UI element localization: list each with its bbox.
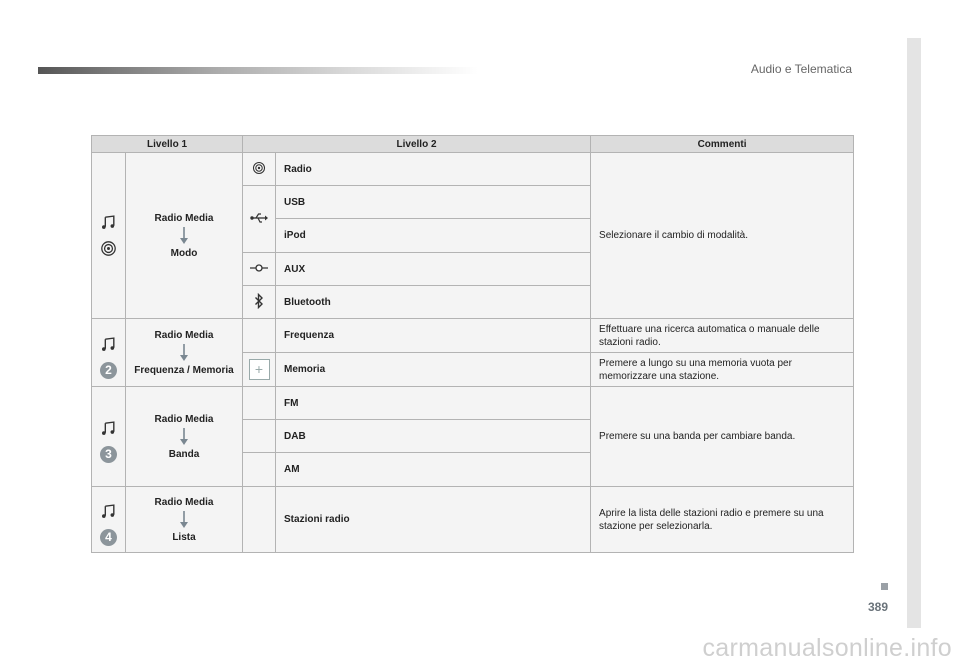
level2-label: USB bbox=[276, 186, 591, 219]
level2-label: Bluetooth bbox=[276, 286, 591, 319]
level1-cell bbox=[126, 319, 243, 387]
level2-label: iPod bbox=[276, 219, 591, 253]
page-marker bbox=[881, 583, 888, 590]
menu-table bbox=[91, 135, 854, 553]
level2-icon-cell bbox=[243, 286, 276, 319]
table-row bbox=[92, 387, 854, 420]
level2-icon-cell bbox=[243, 186, 276, 253]
level2-icon-cell bbox=[243, 353, 276, 387]
watermark: carmanualsonline.info bbox=[702, 634, 952, 662]
page-number: 389 bbox=[867, 600, 888, 614]
comment-cell: Aprire la lista delle stazioni radio e premere su una stazione per selezionarla. bbox=[591, 487, 854, 553]
column-header: Commenti bbox=[591, 136, 854, 153]
level2-label: DAB bbox=[276, 420, 591, 453]
table-row bbox=[92, 487, 854, 553]
bluetooth-icon bbox=[254, 293, 264, 309]
table-row bbox=[92, 319, 854, 353]
level1-title: Radio Media bbox=[154, 413, 214, 425]
level1-subtitle: Banda bbox=[168, 448, 200, 460]
level2-label: Radio bbox=[276, 153, 591, 186]
level2-icon-cell bbox=[243, 387, 276, 420]
usb-icon bbox=[250, 212, 268, 224]
plus-icon: + bbox=[249, 359, 270, 380]
level1-cell bbox=[126, 153, 243, 319]
step-badge: 4 bbox=[100, 529, 117, 546]
comment-cell: Premere su una banda per cambiare banda. bbox=[591, 387, 854, 487]
level1-cell bbox=[126, 387, 243, 487]
level2-icon-cell bbox=[243, 453, 276, 487]
level2-icon-cell bbox=[243, 253, 276, 286]
music-note-icon bbox=[100, 336, 117, 353]
section-title: Audio e Telematica bbox=[750, 62, 852, 76]
level2-label: FM bbox=[276, 387, 591, 420]
music-note-icon bbox=[100, 420, 117, 437]
column-header: Livello 2 bbox=[243, 136, 591, 153]
level2-icon-cell bbox=[243, 420, 276, 453]
radio-icon bbox=[100, 240, 117, 257]
level1-icons bbox=[92, 487, 126, 553]
level1-icons bbox=[92, 153, 126, 319]
music-note-icon bbox=[100, 503, 117, 520]
level1-cell bbox=[126, 487, 243, 553]
level2-label: AUX bbox=[276, 253, 591, 286]
arrow-down-icon bbox=[179, 227, 189, 245]
level1-title: Radio Media bbox=[154, 212, 214, 224]
level2-label: Frequenza bbox=[276, 319, 591, 353]
level2-label: Stazioni radio bbox=[276, 487, 591, 553]
music-note-icon bbox=[100, 214, 117, 231]
header-gradient-bar bbox=[38, 67, 478, 74]
aux-icon bbox=[250, 263, 268, 273]
arrow-down-icon bbox=[179, 428, 189, 446]
table-header-row bbox=[92, 136, 854, 153]
level2-label: Memoria bbox=[276, 353, 591, 387]
comment-cell: Selezionare il cambio di modalità. bbox=[591, 153, 854, 319]
level1-icons bbox=[92, 387, 126, 487]
level1-icons bbox=[92, 319, 126, 387]
comment-cell: Premere a lungo su una memoria vuota per memorizzare una stazione. bbox=[591, 353, 854, 387]
step-badge: 3 bbox=[100, 446, 117, 463]
level1-subtitle: Frequenza / Memoria bbox=[134, 364, 234, 376]
arrow-down-icon bbox=[179, 511, 189, 529]
comment-cell: Effettuare una ricerca automatica o manuale delle stazioni radio. bbox=[591, 319, 854, 353]
level2-icon-cell bbox=[243, 487, 276, 553]
level2-icon-cell bbox=[243, 319, 276, 353]
level1-title: Radio Media bbox=[154, 496, 214, 508]
arrow-down-icon bbox=[179, 344, 189, 362]
radio-icon bbox=[252, 161, 266, 175]
column-header: Livello 1 bbox=[92, 136, 243, 153]
level1-subtitle: Modo bbox=[170, 247, 198, 259]
side-strip bbox=[907, 38, 921, 628]
table-row bbox=[92, 153, 854, 186]
level2-icon-cell bbox=[243, 153, 276, 186]
level2-label: AM bbox=[276, 453, 591, 487]
level1-title: Radio Media bbox=[154, 329, 214, 341]
level1-subtitle: Lista bbox=[172, 531, 196, 543]
step-badge: 2 bbox=[100, 362, 117, 379]
